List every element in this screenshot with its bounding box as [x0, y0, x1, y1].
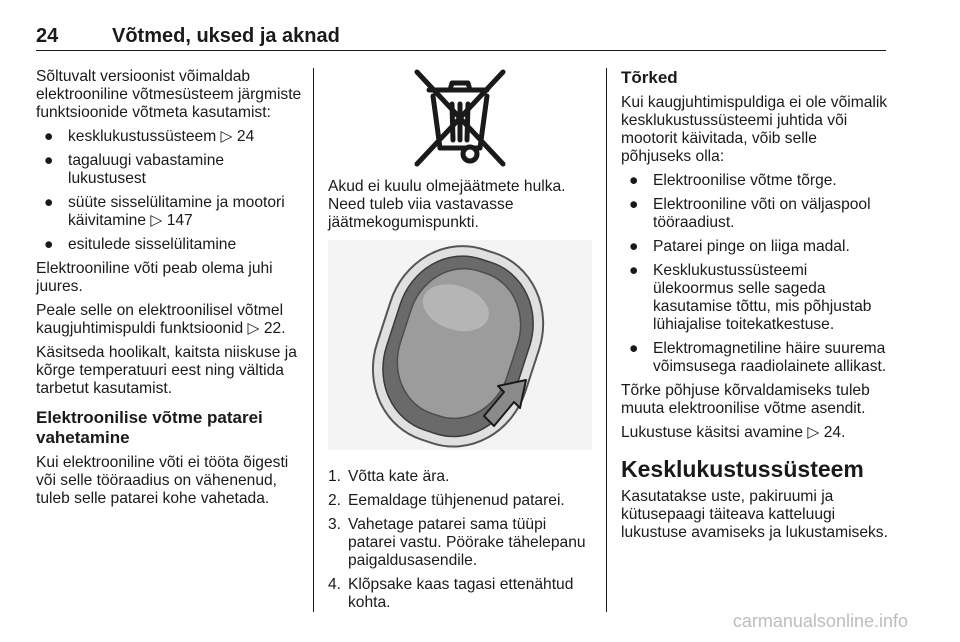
list-item: ● süüte sisselülitamine ja mootori käivitamine ▷ 147: [44, 194, 285, 229]
chapter-title: Võtmed, uksed ja aknad: [112, 25, 340, 47]
feature-list: [36, 128, 302, 254]
paragraph: Käsitseda hoolikalt, kaitsta niiskuse ja kõrge temperatuuri eest ning vältida tarbetut kasutamist.: [36, 344, 297, 397]
page-number: 24: [36, 25, 59, 47]
list-item: ● Elektroonilise võtme tõrge.: [629, 172, 837, 189]
column-middle: [328, 68, 592, 618]
column-left: [36, 68, 302, 514]
list-item: ● Kesklukustussüsteemi ülekoormus selle sageda kasutamise tõttu, mis põhjustab lühiajalise toitekatkestuse.: [629, 262, 872, 333]
list-item: 3. Vahetage patarei sama tüüpi patarei vastu. Pöörake tähelepanu paigaldusasendile.: [328, 516, 586, 569]
bullet-icon: ●: [44, 152, 54, 169]
paragraph: Tõrke põhjuse kõrvaldamiseks tuleb muuta elektroonilise võtme asendit.: [621, 382, 870, 417]
paragraph: Kasutatakse uste, pakiruumi ja kütusepaagi täiteava katteluugi lukustuse avamiseks ja lukustamiseks.: [621, 488, 888, 541]
bullet-icon: ●: [44, 236, 54, 253]
list-item: ● esitulede sisselülitamine: [44, 236, 237, 253]
header-rule: [36, 50, 886, 51]
page-ref-link[interactable]: 24.: [823, 424, 846, 441]
intro-paragraph: Kui kaugjuhtimispuldiga ei ole võimalik kesklukustussüsteemi juhtida või mootorit käivitada, võib selle põhjuseks olla:: [621, 94, 888, 165]
section-heading: Elektroonilise võtme patarei vahetamine: [36, 408, 263, 447]
page-ref-arrow-icon: ▷: [150, 212, 163, 229]
intro-paragraph: Sõltuvalt versioonist võimaldab elektrooniline võtmesüsteem järgmiste funktsioonide võtmeta kasutamist:: [36, 68, 302, 121]
paragraph: Lukustuse käsitsi avamine ▷ 24.: [621, 424, 846, 441]
column-right: [621, 68, 891, 548]
paragraph: Elektrooniline võti peab olema juhi juures.: [36, 260, 273, 295]
page-ref-arrow-icon: ▷: [247, 320, 260, 337]
figure-caption: Akud ei kuulu olmejäätmete hulka. Need tuleb viia vastavasse jäätmekogumispunkti.: [328, 178, 566, 231]
bullet-icon: ●: [629, 262, 639, 279]
bullet-icon: ●: [629, 238, 639, 255]
page-ref-link[interactable]: 24: [236, 128, 255, 145]
page-ref-arrow-icon: ▷: [220, 128, 233, 145]
paragraph: Peale selle on elektroonilisel võtmel kaugjuhtimispuldi funktsioonid ▷ 22.: [36, 302, 286, 337]
crossed-out-bin-icon: [395, 68, 525, 168]
bullet-icon: ●: [44, 128, 54, 145]
page-ref-link[interactable]: 22.: [263, 320, 286, 337]
list-item: ● Patarei pinge on liiga madal.: [629, 238, 850, 255]
chapter-section-heading: Kesklukustussüsteem: [621, 456, 864, 482]
list-item: ● Elektromagnetiline häire suurema võimsusega raadiolainete allikast.: [629, 340, 887, 375]
bullet-icon: ●: [629, 340, 639, 357]
page-ref-arrow-icon: ▷: [807, 424, 820, 441]
bullet-icon: ●: [629, 196, 639, 213]
column-divider-left: [313, 68, 314, 612]
column-divider-right: [606, 68, 607, 612]
section-heading: Tõrked: [621, 68, 678, 87]
paragraph: Kui elektrooniline võti ei tööta õigesti või selle tööraadius on vähenenud, tuleb selle patarei kohe vahetada.: [36, 454, 289, 507]
list-item: 4. Klõpsake kaas tagasi ettenähtud kohta.: [328, 576, 574, 611]
bullet-icon: ●: [629, 172, 639, 189]
bullet-icon: ●: [44, 194, 54, 211]
page-ref-link[interactable]: 147: [166, 212, 193, 229]
watermark: carmanualsonline.info: [732, 611, 908, 631]
list-item: ● Elektrooniline võti on väljaspool tööraadiust.: [629, 196, 871, 231]
list-item: ● tagaluugi vabastamine lukustusest: [44, 152, 225, 187]
steps-list: [328, 468, 592, 612]
list-item: 1. Võtta kate ära.: [328, 468, 450, 485]
list-item: ● kesklukustussüsteem ▷ 24: [44, 128, 255, 145]
key-fob-battery-illustration: [328, 240, 592, 450]
list-item: 2. Eemaldage tühjenenud patarei.: [328, 492, 565, 509]
fault-list: [621, 172, 891, 376]
